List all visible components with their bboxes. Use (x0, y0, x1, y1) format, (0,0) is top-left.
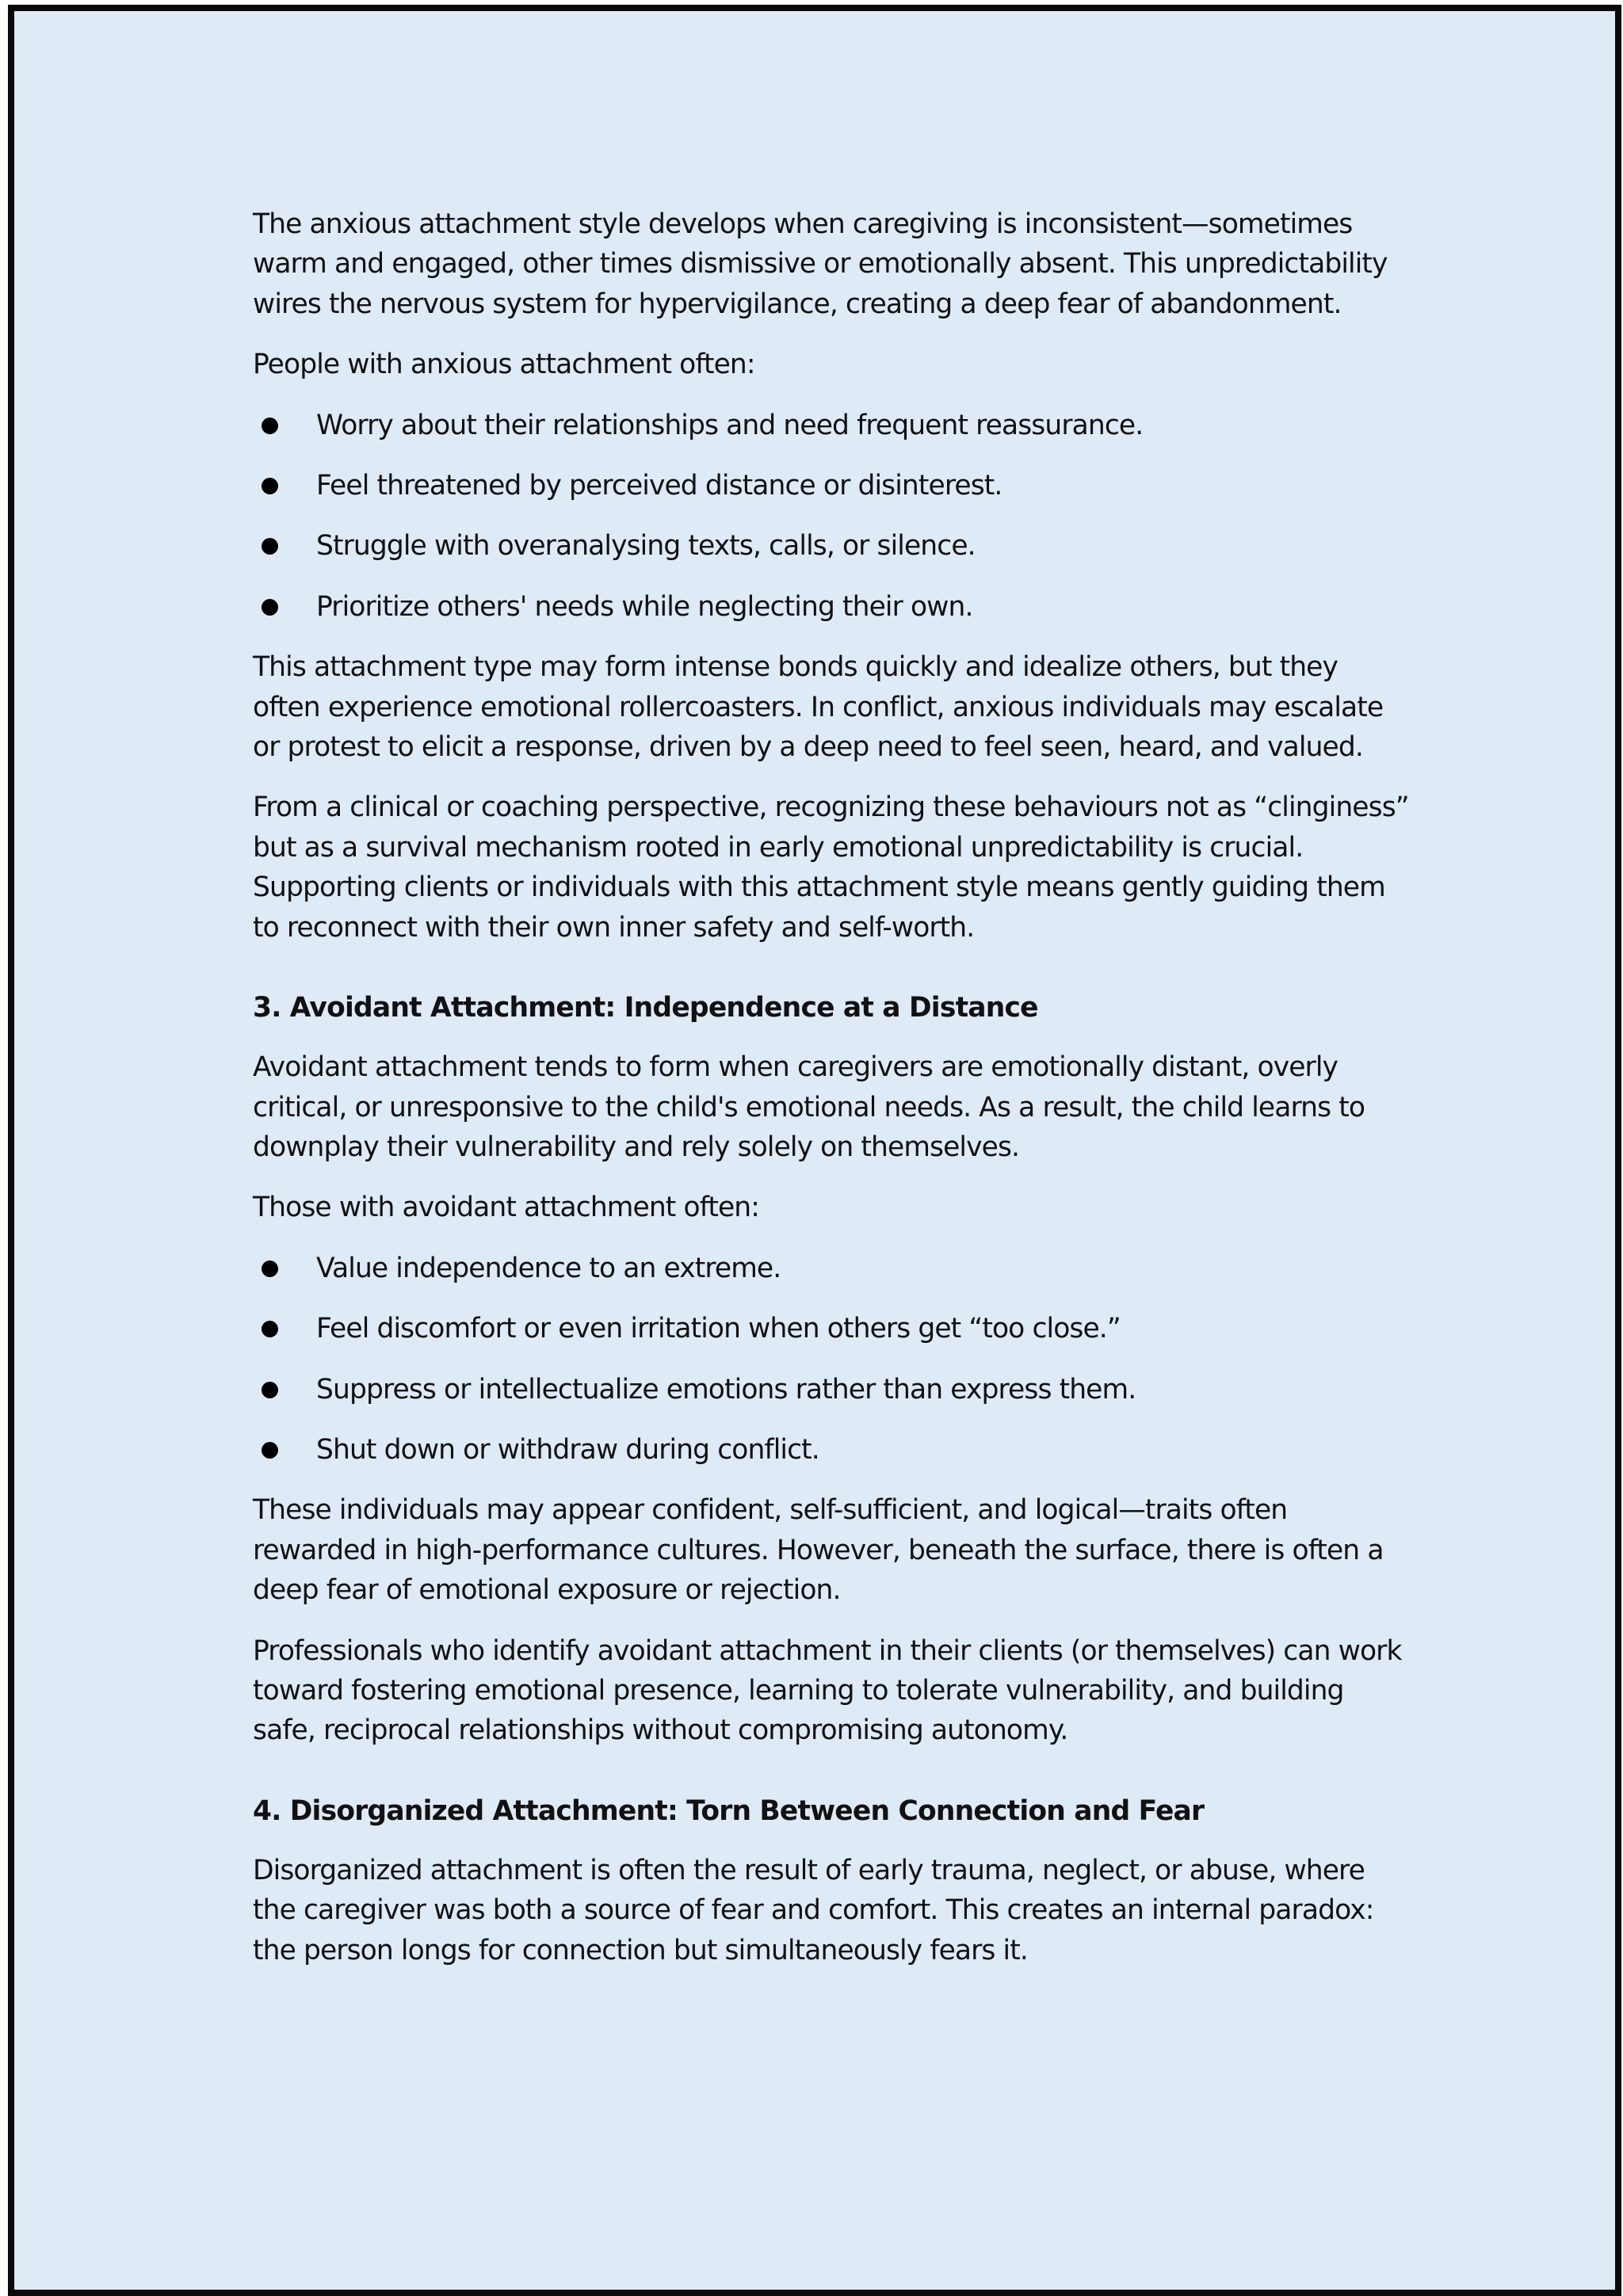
list-item (253, 1309, 1410, 1348)
bullet-icon (262, 1382, 278, 1398)
list-item (253, 1249, 1410, 1288)
document-body (253, 204, 1410, 1991)
avoidant-followup-paragraph: These individuals may appear confident, self-sufficient, and logical—traits often rewarded in high-performance cultures. However, beneath the surface, there is often a deep fear of emotional exposure or rejection. (253, 1494, 1384, 1607)
disorganized-paragraph: Disorganized attachment is often the result of early trauma, neglect, or abuse, where the caregiver was both a source of fear and comfort. This creates an internal paradox: the person longs for connection but simultaneously fears it. (253, 1854, 1374, 1966)
list-item-text: Worry about their relationships and need frequent reassurance. (316, 409, 1144, 441)
disorganized-section-heading: 4. Disorganized Attachment: Torn Between Connection and Fear (253, 1794, 1205, 1827)
list-item (253, 1430, 1410, 1470)
list-item-text: Value independence to an extreme. (316, 1252, 781, 1284)
bullet-icon (262, 478, 278, 494)
list-item (253, 526, 1410, 566)
bullet-icon (262, 1261, 278, 1277)
list-item (253, 1370, 1410, 1409)
page-frame (8, 5, 1621, 2296)
avoidant-intro-paragraph: Avoidant attachment tends to form when caregivers are emotionally distant, overly critical, or unresponsive to the child's emotional needs. As a result, the child learns to downplay their vulnerability and rely solely on themselves. (253, 1051, 1365, 1163)
list-item-text: Prioritize others' needs while neglecting their own. (316, 590, 973, 623)
bullet-icon (262, 538, 278, 555)
list-item-text: Feel threatened by perceived distance or disinterest. (316, 470, 1002, 502)
avoidant-list-lead-in: Those with avoidant attachment often: (253, 1192, 759, 1224)
avoidant-section-heading: 3. Avoidant Attachment: Independence at a Distance (253, 992, 1038, 1024)
anxious-intro-paragraph: The anxious attachment style develops when caregiving is inconsistent—sometimes warm and engaged, other times dismissive or emotionally absent. This unpredictability wires the nervous system for hypervigilance, creating a deep fear of abandonment. (253, 208, 1388, 320)
bullet-icon (262, 1321, 278, 1337)
list-item (253, 466, 1410, 505)
anxious-clinical-paragraph: From a clinical or coaching perspective, recognizing these behaviours not as “clinginess” but as a survival mechanism rooted in early emotional unpredictability is crucial. Supporting clients or individuals with this attachment style means gently guiding them to reconnect with their own inner safety and self-worth. (253, 791, 1409, 944)
bullet-icon (262, 1442, 278, 1459)
list-item-text: Feel discomfort or even irritation when others get “too close.” (316, 1313, 1121, 1345)
bullet-icon (262, 418, 278, 434)
anxious-list-lead-in: People with anxious attachment often: (253, 349, 755, 381)
list-item (253, 587, 1410, 627)
avoidant-traits-list (253, 1249, 1410, 1470)
anxious-traits-list (253, 406, 1410, 627)
bullet-icon (262, 599, 278, 616)
list-item-text: Suppress or intellectualize emotions rather than express them. (316, 1373, 1136, 1405)
list-item (253, 406, 1410, 445)
list-item-text: Shut down or withdraw during conflict. (316, 1433, 819, 1466)
list-item-text: Struggle with overanalysing texts, calls, or silence. (316, 530, 976, 563)
avoidant-professional-paragraph: Professionals who identify avoidant attachment in their clients (or themselves) can work toward fostering emotional presence, learning to tolerate vulnerability, and building safe, reciprocal relationships without compromising autonomy. (253, 1634, 1402, 1747)
anxious-followup-paragraph: This attachment type may form intense bonds quickly and idealize others, but they often experience emotional rollercoasters. In conflict, anxious individuals may escalate or protest to elicit a response, driven by a deep need to feel seen, heard, and valued. (253, 651, 1384, 764)
